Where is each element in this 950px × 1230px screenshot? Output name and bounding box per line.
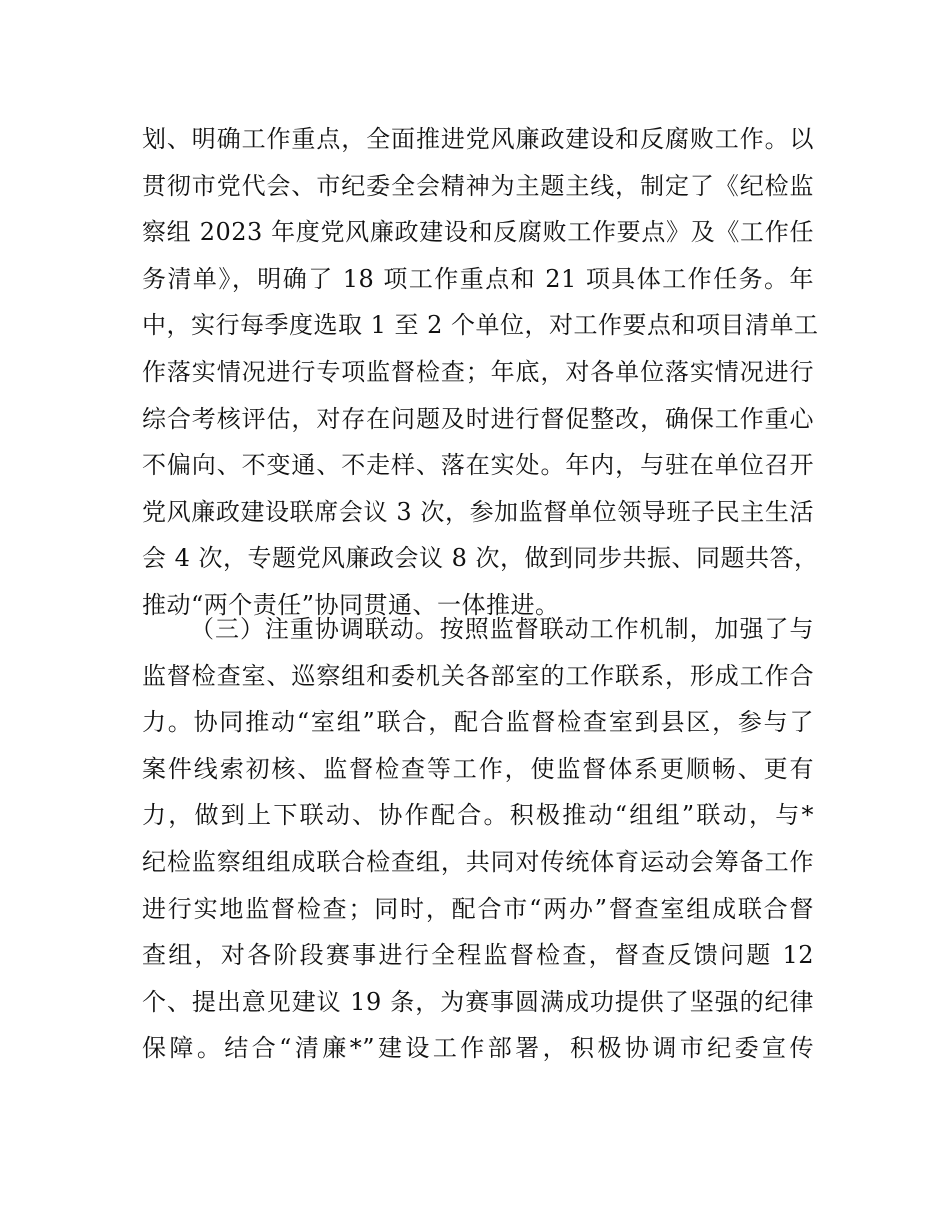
paragraph-1-line: 作落实情况进行专项监督检查；年底，对各单位落实情况进行 (142, 357, 814, 386)
paragraph-1-line: 党风廉政建设联席会议 3 次，参加监督单位领导班子民主生活 (142, 497, 814, 526)
paragraph-2-heading-line: （三）注重协调联动。按照监督联动工作机制，加强了与 (190, 615, 814, 643)
paragraph-2-line: 查组，对各阶段赛事进行全程监督检查，督查反馈问题 12 (142, 941, 814, 970)
paragraph-1-line: 不偏向、不变通、不走样、落在实处。年内，与驻在单位召开 (142, 451, 814, 480)
paragraph-2-line: 纪检监察组组成联合检查组，共同对传统体育运动会筹备工作 (142, 847, 814, 876)
paragraph-1-line: 务清单》，明确了 18 项工作重点和 21 项具体工作任务。年 (142, 264, 814, 293)
paragraph-2-line: 力。协同推动“室组”联合，配合监督检查室到县区，参与了 (142, 708, 814, 737)
paragraph-2-line: 保障。结合“清廉*”建设工作部署，积极协调市纪委宣传 (142, 1034, 814, 1063)
paragraph-2-line: 力，做到上下联动、协作配合。积极推动“组组”联动，与* (142, 801, 814, 830)
paragraph-2-line: 监督检查室、巡察组和委机关各部室的工作联系，形成工作合 (142, 661, 814, 690)
paragraph-1-line: 察组 2023 年度党风廉政建设和反腐败工作要点》及《工作任 (142, 218, 814, 247)
paragraph-1-line: 中，实行每季度选取 1 至 2 个单位，对工作要点和项目清单工 (142, 311, 819, 340)
paragraph-1-line: 推动“两个责任”协同贯通、一体推进。 (142, 590, 560, 619)
paragraph-2-line: 个、提出意见建议 19 条，为赛事圆满成功提供了坚强的纪律 (142, 987, 814, 1016)
paragraph-1-line: 划、明确工作重点，全面推进党风廉政建设和反腐败工作。以 (142, 125, 814, 153)
paragraph-1-line: 综合考核评估，对存在问题及时进行督促整改，确保工作重心 (142, 404, 814, 433)
paragraph-1-line: 会 4 次，专题党风廉政会议 8 次，做到同步共振、同题共答， (142, 544, 819, 573)
paragraph-1-line: 贯彻市党代会、市纪委全会精神为主题主线，制定了《纪检监 (142, 171, 814, 200)
paragraph-2-line: 案件线索初核、监督检查等工作，使监督体系更顺畅、更有 (142, 754, 814, 783)
paragraph-2-line: 进行实地监督检查；同时，配合市“两办”督查室组成联合督 (142, 894, 814, 923)
paragraph-1 (142, 116, 819, 629)
paragraph-2 (142, 606, 814, 1072)
